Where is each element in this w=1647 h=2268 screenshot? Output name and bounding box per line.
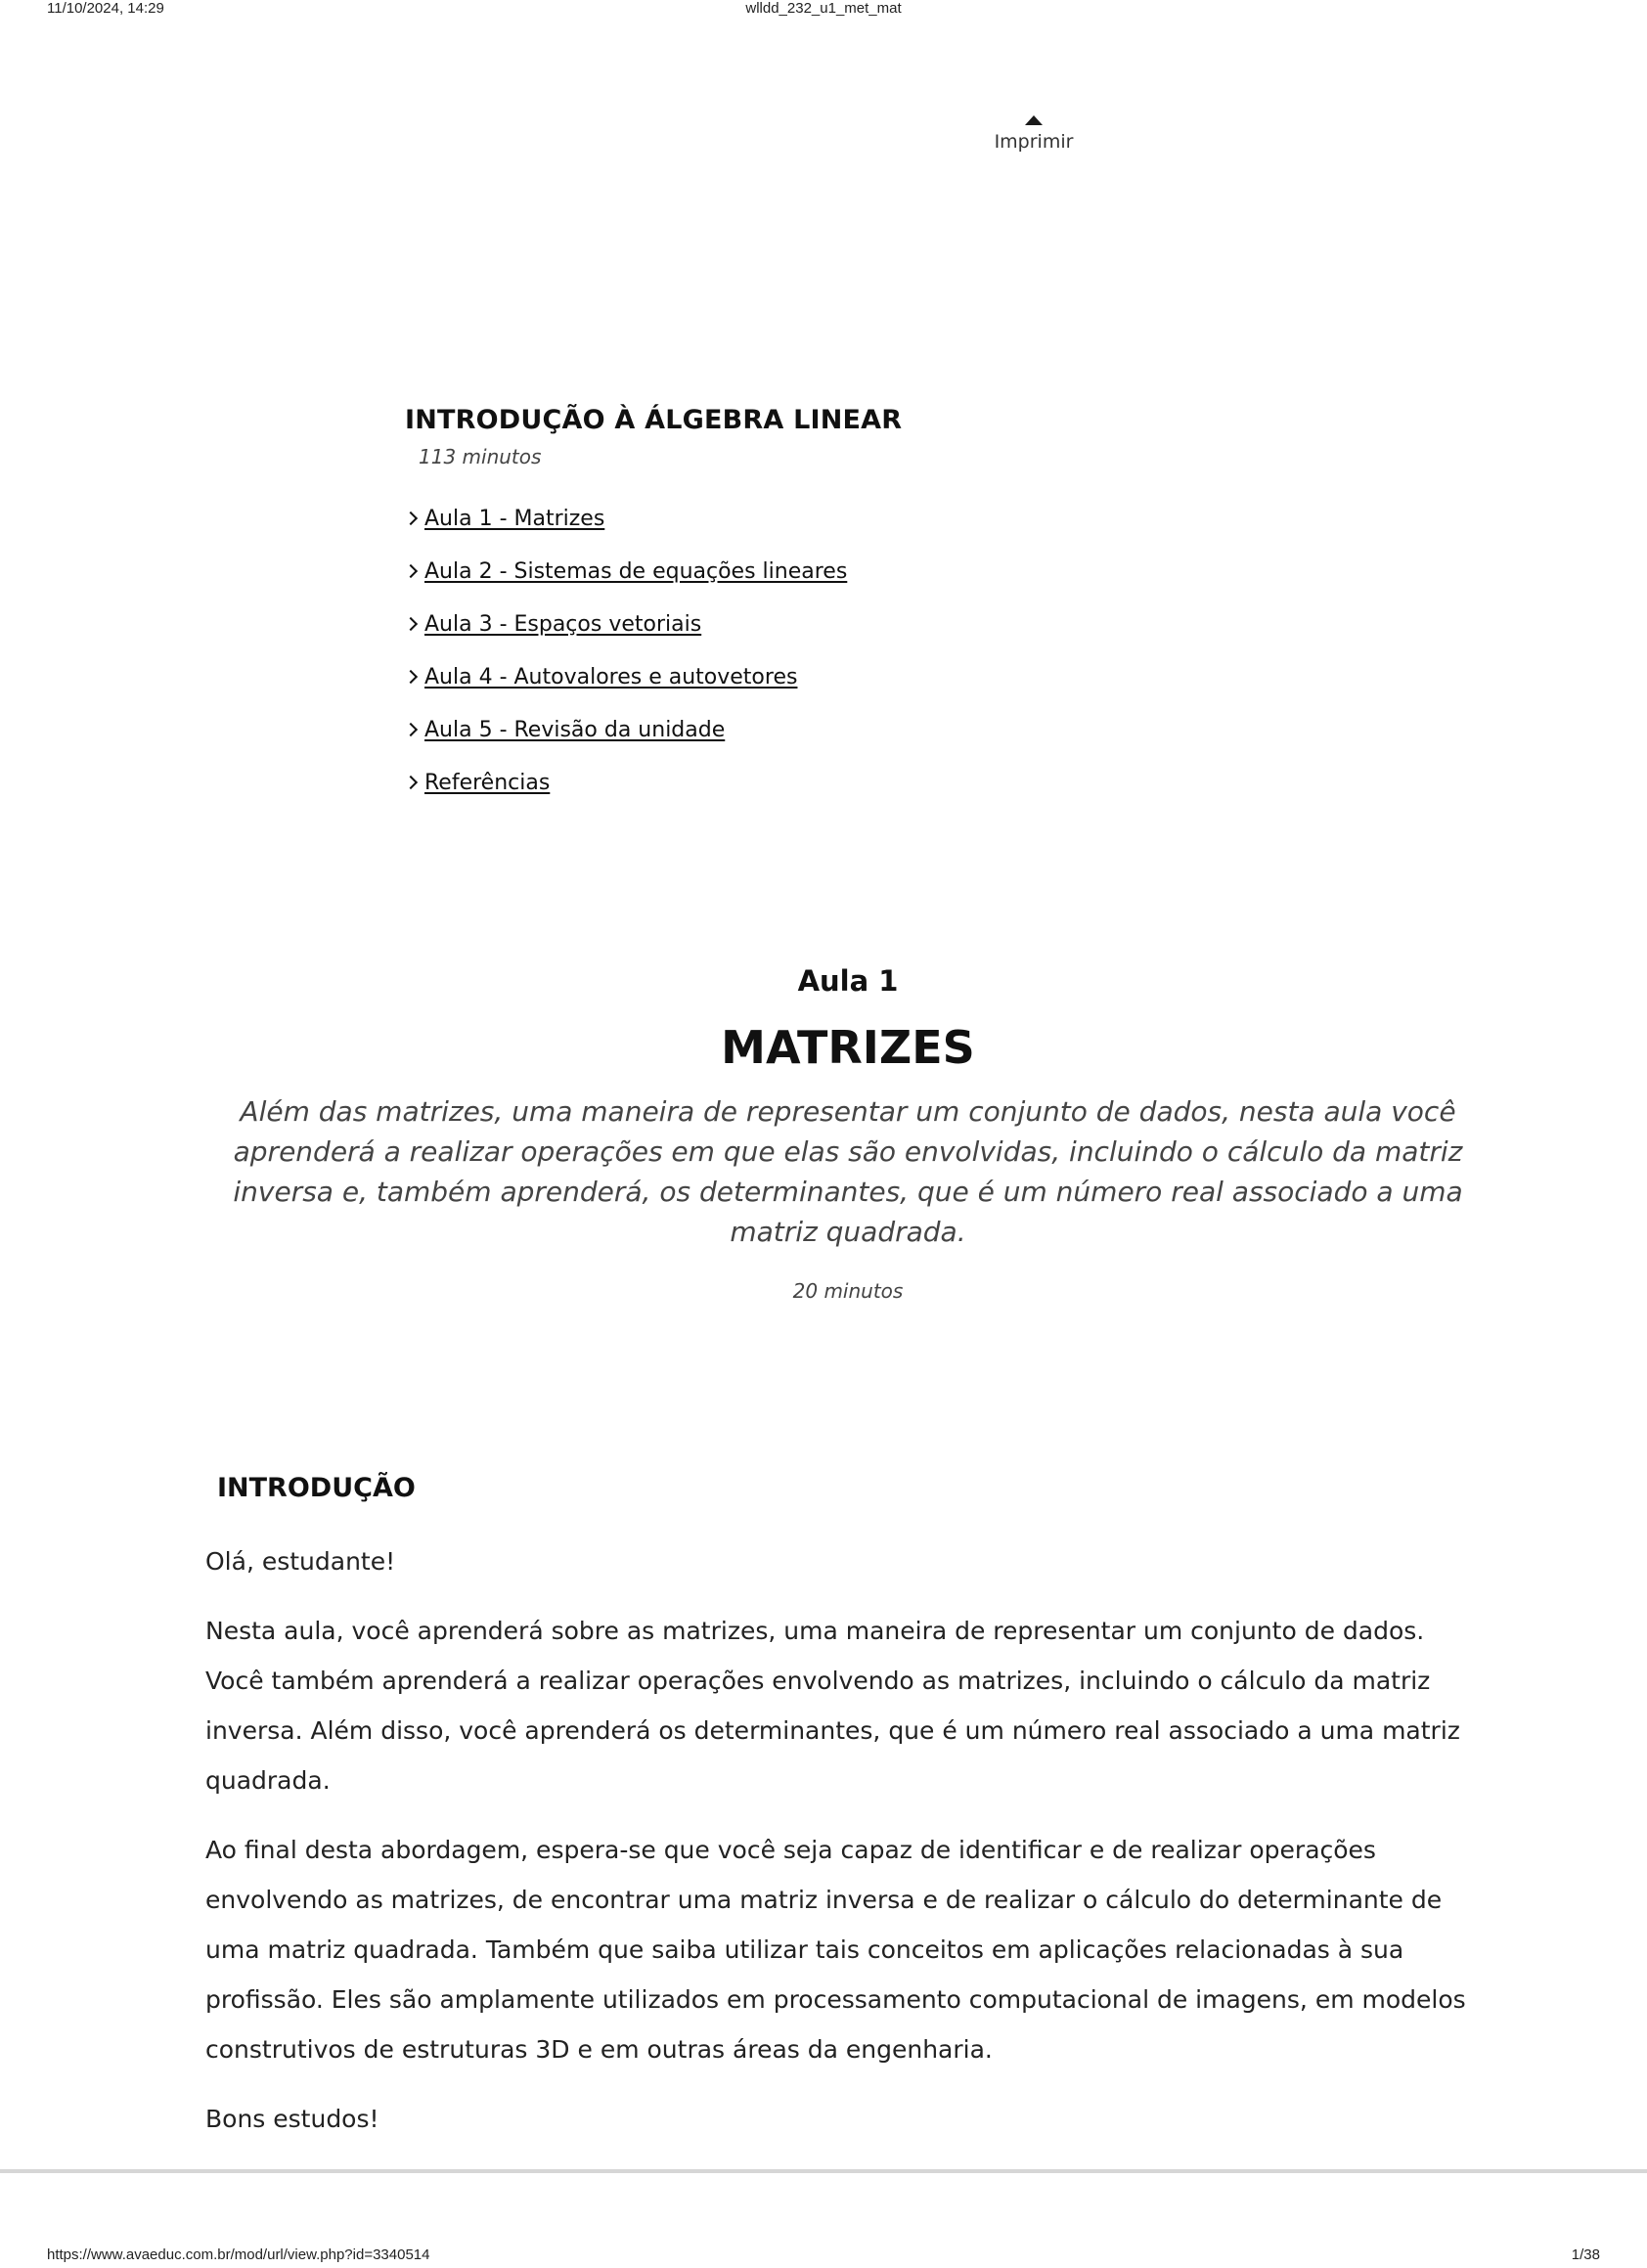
intro-paragraph-2: Ao final desta abordagem, espera-se que você seja capaz de identificar e de realizar operações envolvendo as matrizes, de encontrar uma matriz inversa e de realizar o cálculo do determinante de uma matriz quadrada. Também que saiba utilizar tais conceitos em aplicações relacionadas à sua profissão. Eles são amplamente utilizados em processamento computacional de imagens, em modelos construtivos de estruturas 3D e em outras áreas da engenharia. — [205, 1836, 1466, 2064]
toc-link-referencias[interactable]: Referências — [424, 770, 551, 795]
intro-greeting: Olá, estudante! — [205, 1547, 396, 1576]
toc-item-aula-4 — [405, 650, 1090, 703]
intro-closing: Bons estudos! — [205, 2105, 379, 2133]
toc-item-referencias — [405, 756, 1090, 809]
introduction-section — [205, 1473, 1477, 2144]
chevron-right-icon — [404, 723, 418, 736]
chevron-right-icon — [404, 617, 418, 631]
toc-link-aula-4[interactable]: Aula 4 - Autovalores e autovetores — [424, 664, 798, 689]
print-button[interactable] — [978, 111, 1090, 162]
intro-paragraph-1: Nesta aula, você aprenderá sobre as matrizes, uma maneira de representar um conjunto de dados. Você também aprenderá a realizar operações envolvendo as matrizes, incluindo o cálculo da matriz inversa. Além disso, você aprenderá os determinantes, que é um número real associado a uma matriz quadrada. — [205, 1617, 1460, 1795]
print-header-date: 11/10/2024, 14:29 — [47, 0, 164, 17]
lesson-summary: Além das matrizes, uma maneira de representar um conjunto de dados, nesta aula você aprenderá a realizar operações em que elas são envolvidas, incluindo o cálculo da matriz inversa e, também aprenderá, os determinantes, que é um número real associado a uma matriz quadrada. — [233, 1095, 1463, 1248]
print-footer-url: https://www.avaeduc.com.br/mod/url/view.php?id=3340514 — [47, 2246, 430, 2263]
toc-item-aula-5 — [405, 703, 1090, 756]
footer-divider — [0, 2169, 1647, 2173]
table-of-contents — [405, 405, 1090, 809]
print-header-title: wlldd_232_u1_met_mat — [745, 0, 902, 17]
toc-item-aula-3 — [405, 598, 1090, 650]
lesson-header — [196, 964, 1500, 1303]
chevron-right-icon — [404, 564, 418, 578]
toc-item-aula-2 — [405, 545, 1090, 598]
toc-link-aula-1[interactable]: Aula 1 - Matrizes — [424, 506, 605, 531]
toc-link-aula-5[interactable]: Aula 5 - Revisão da unidade — [424, 717, 726, 742]
toc-list — [405, 492, 1090, 809]
toc-title: INTRODUÇÃO À ÁLGEBRA LINEAR — [405, 405, 903, 435]
chevron-right-icon — [404, 776, 418, 789]
print-button-label: Imprimir — [994, 131, 1074, 153]
lesson-duration: 20 minutos — [792, 1279, 904, 1303]
lesson-number: Aula 1 — [797, 964, 899, 998]
toc-link-aula-2[interactable]: Aula 2 - Sistemas de equações lineares — [424, 558, 848, 584]
chevron-right-icon — [404, 511, 418, 525]
intro-heading: INTRODUÇÃO — [217, 1473, 416, 1503]
lesson-title: MATRIZES — [721, 1021, 975, 1074]
toc-duration: 113 minutos — [419, 445, 542, 468]
toc-item-aula-1 — [405, 492, 1090, 545]
triangle-up-icon — [1025, 115, 1043, 125]
chevron-right-icon — [404, 670, 418, 684]
print-footer-page-number: 1/38 — [1571, 2246, 1600, 2263]
toc-link-aula-3[interactable]: Aula 3 - Espaços vetoriais — [424, 611, 702, 637]
